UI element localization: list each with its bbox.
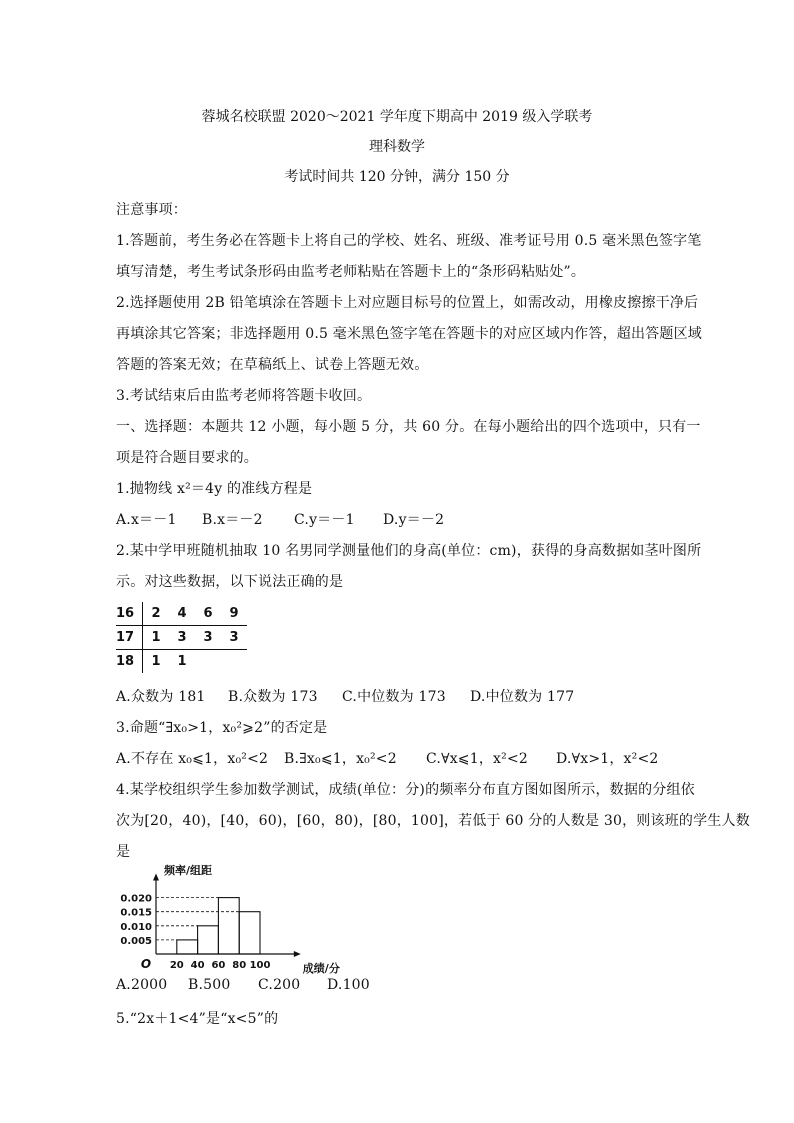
histogram-bar <box>218 898 239 954</box>
note-2-line-1: 2.选择题使用 2B 铅笔填涂在答题卡上对应题目标号的位置上，如需改动，用橡皮擦擦干净后 <box>116 295 699 311</box>
q2-option-c: C.中位数为 173 <box>342 689 446 705</box>
q2-option-b: B.众数为 173 <box>228 689 318 705</box>
question-5-stem: 5.“2x＋1<4”是“x<5”的 <box>116 1011 279 1027</box>
histogram-labels <box>120 863 339 974</box>
question-1-stem: 1.抛物线 x²＝4y 的准线方程是 <box>116 481 313 497</box>
note-2-line-2: 再填涂其它答案；非选择题用 0.5 毫米黑色签字笔在答题卡的对应区域内作答，超出答题区域 <box>116 326 702 342</box>
y-tick-label: 0.015 <box>120 907 152 919</box>
stem-leaf-plot <box>116 602 247 673</box>
y-axis-arrow <box>153 874 159 881</box>
q1-option-b: B.x＝－2 <box>202 512 263 528</box>
stem-value: 16 <box>116 602 143 626</box>
q2-option-d: D.中位数为 177 <box>470 689 575 705</box>
y-tick-label: 0.010 <box>120 921 152 933</box>
q4-option-a: A.2000 <box>116 977 168 993</box>
leaf: 3 <box>221 626 247 650</box>
note-1-line-2: 填写清楚，考生考试条形码由监考老师粘贴在答题卡上的“条形码粘贴处”。 <box>116 264 586 280</box>
stem-value: 18 <box>116 650 143 674</box>
question-4-stem-line-3: 是 <box>116 844 131 860</box>
note-2-line-3: 答题的答案无效；在草稿纸上、试卷上答题无效。 <box>116 357 429 373</box>
q4-option-c: C.200 <box>258 977 301 993</box>
q4-option-d: D.100 <box>327 977 370 993</box>
question-3-options <box>116 748 659 768</box>
note-1-line-1: 1.答题前，考生务必在答题卡上将自己的学校、姓名、班级、准考证号用 0.5 毫米黑色签字笔 <box>116 233 702 249</box>
y-tick-label: 0.020 <box>120 893 152 905</box>
q4-option-b: B.500 <box>188 977 231 993</box>
question-4-options <box>116 977 370 993</box>
question-2-options <box>116 686 574 706</box>
x-tick-label: 60 <box>211 960 226 971</box>
frequency-histogram <box>106 862 346 974</box>
q1-option-d: D.y＝－2 <box>383 512 445 528</box>
stem-value: 17 <box>116 626 143 650</box>
exam-time-info: 考试时间共 120 分钟，满分 150 分 <box>284 169 510 185</box>
histogram-bar <box>177 940 198 954</box>
stem-row-18 <box>116 650 247 674</box>
exam-title: 蓉城名校联盟 2020～2021 学年度下期高中 2019 级入学联考 <box>201 109 593 125</box>
x-tick-label: 40 <box>190 960 205 971</box>
y-axis-title: 频率/组距 <box>164 864 213 877</box>
leaf: 1 <box>177 654 187 669</box>
q2-option-a: A.众数为 181 <box>116 689 206 705</box>
stem-row-16 <box>116 602 247 626</box>
histogram-axes <box>153 874 301 958</box>
histogram-bar <box>239 912 260 954</box>
question-4-stem-line-1: 4.某学校组织学生参加数学测试，成绩(单位：分)的频率分布直方图如图所示，数据的分组依 <box>116 782 695 798</box>
exam-subject: 理科数学 <box>369 139 425 155</box>
q3-option-d: D.∀x>1，x²<2 <box>556 751 659 767</box>
x-tick-label: 20 <box>169 960 184 971</box>
question-2-stem-line-2: 示。对这些数据，以下说法正确的是 <box>116 574 344 590</box>
note-3: 3.考试结束后由监考老师将答题卡收回。 <box>116 388 372 404</box>
question-2-stem-line-1: 2.某中学甲班随机抽取 10 名男同学测量他们的身高(单位：cm)，获得的身高数据如茎叶图所 <box>116 543 702 559</box>
notes-heading: 注意事项： <box>116 202 187 218</box>
leaf: 1 <box>151 654 161 669</box>
origin-label: O <box>140 957 152 971</box>
section-1-intro-line-2: 项是符合题目要求的。 <box>116 450 258 466</box>
leaf: 3 <box>195 626 221 650</box>
leaf: 2 <box>151 606 161 621</box>
q1-option-a: A.x＝－1 <box>116 512 177 528</box>
stem-row-17 <box>116 626 247 650</box>
x-tick-label: 100 <box>249 960 271 971</box>
q3-option-a: A.不存在 x₀⩽1，x₀²<2 <box>116 751 269 767</box>
q3-option-c: C.∀x⩽1，x²<2 <box>426 751 528 767</box>
leaf: 4 <box>177 606 187 621</box>
question-3-stem: 3.命题“∃x₀>1，x₀²⩾2”的否定是 <box>116 720 328 736</box>
q3-option-b: B.∃x₀⩽1，x₀²<2 <box>284 751 397 767</box>
q1-option-c: C.y＝－1 <box>294 512 355 528</box>
question-1-options <box>116 509 444 529</box>
question-4-stem-line-2: 次为[20，40)，[40，60)，[60，80)，[80，100]，若低于 60 分的人数是 30，则该班的学生人数 <box>116 813 750 829</box>
histogram-bar <box>198 926 219 954</box>
leaf: 1 <box>143 626 170 650</box>
leaf: 6 <box>203 606 213 621</box>
x-axis-title: 成绩/分 <box>302 962 340 974</box>
section-1-intro-line-1: 一、选择题：本题共 12 小题，每小题 5 分，共 60 分。在每小题给出的四个选项中，只有一 <box>116 419 701 435</box>
histogram-bars <box>177 898 260 954</box>
y-tick-label: 0.005 <box>120 935 152 947</box>
leaf: 9 <box>229 606 239 621</box>
x-axis-arrow <box>294 951 301 957</box>
x-tick-label: 80 <box>232 960 247 971</box>
leaf: 3 <box>169 626 195 650</box>
